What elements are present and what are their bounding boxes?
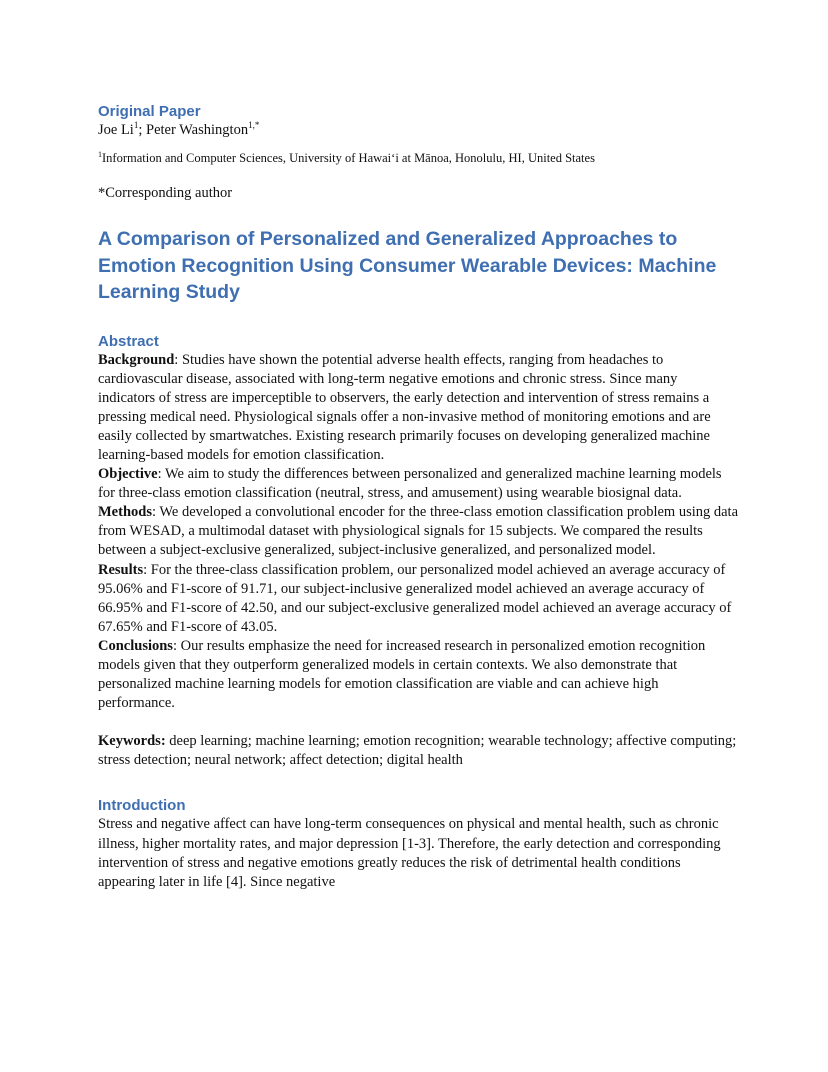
- conclusions-text: : Our results emphasize the need for increased research in personalized emotion recognition models given that they outperform generalized models in certain contexts. We also demonstrate that personalized machine learning models for emotion classification are viable and can achieve high performance.: [98, 637, 706, 712]
- introduction-heading: Introduction: [98, 797, 186, 815]
- paper-title: A Comparison of Personalized and Generalized Approaches to Emotion Recognition Using Consumer Wearable Devices: Machine Learning Study: [98, 228, 717, 303]
- author-separator: ;: [138, 122, 146, 138]
- methods-label: Methods: [98, 504, 152, 521]
- background-label: Background: [98, 351, 175, 368]
- affiliation-marker: 1: [98, 149, 102, 159]
- author-affiliation-marker: 1,*: [248, 120, 260, 131]
- corresponding-author-note: *Corresponding author: [98, 185, 233, 201]
- paper-type-label: Original Paper: [98, 103, 201, 120]
- paper-page: [98, 102, 738, 892]
- abstract-conclusions: [98, 637, 738, 713]
- keywords-label: Keywords:: [98, 733, 166, 750]
- keywords: [98, 732, 738, 770]
- abstract-results: [98, 561, 738, 637]
- methods-text: : We developed a convolutional encoder for the three-class emotion classification problem using data from WESAD, a multimodal dataset with physiological signals for 15 subjects. We compared the results between a subject-exclusive generalized, subject-inclusive generalized, and personalized model.: [98, 504, 739, 559]
- affiliation: [98, 150, 738, 166]
- author-list: [98, 121, 738, 140]
- abstract-methods: [98, 503, 738, 560]
- results-text: : For the three-class classification problem, our personalized model achieved an average accuracy of 95.06% and F1-score of 91.71, our subject-inclusive generalized model achieved an average accuracy of 66.95% and F1-score of 42.50, and our subject-exclusive generalized model achieved an average accuracy of 67.65% and F1-score of 43.05.: [98, 561, 732, 635]
- keywords-text: deep learning; machine learning; emotion recognition; wearable technology; affective computing; stress detection; neural network; affect detection; digital health: [98, 733, 737, 769]
- abstract-background: [98, 351, 738, 466]
- objective-label: Objective: [98, 466, 158, 483]
- author-affiliation-marker: 1: [133, 120, 139, 131]
- results-label: Results: [98, 561, 144, 578]
- introduction-paragraph: Stress and negative affect can have long-term consequences on physical and mental health, such as chronic illness, higher mortality rates, and major depression [1-3]. Therefore, the early detection and corresponding intervention of stress and negative emotions greatly reduces the risk of detrimental health conditions appearing later in life [4]. Since negative: [98, 816, 721, 890]
- abstract-heading: Abstract: [98, 332, 159, 350]
- abstract-objective: [98, 465, 738, 503]
- author-name: Joe Li: [98, 122, 134, 138]
- author-name: Peter Washington: [146, 122, 249, 138]
- conclusions-label: Conclusions: [98, 637, 173, 654]
- background-text: : Studies have shown the potential adverse health effects, ranging from headaches to cardiovascular disease, associated with long-term negative emotions and chronic stress. Since many indicators of stress are imperceptible to observers, the early detection and intervention of stress remains a pressing medical need. Physiological signals offer a non-invasive method of monitoring emotions and are easily collected by smartwatches. Existing research primarily focuses on developing generalized machine learning-based models for emotion classification.: [98, 351, 711, 463]
- affiliation-text: Information and Computer Sciences, University of Hawaiʻi at Mānoa, Honolulu, HI, United States: [102, 151, 595, 165]
- objective-text: : We aim to study the differences between personalized and generalized machine learning models for three-class emotion classification (neutral, stress, and amusement) using wearable biosignal data.: [98, 466, 722, 502]
